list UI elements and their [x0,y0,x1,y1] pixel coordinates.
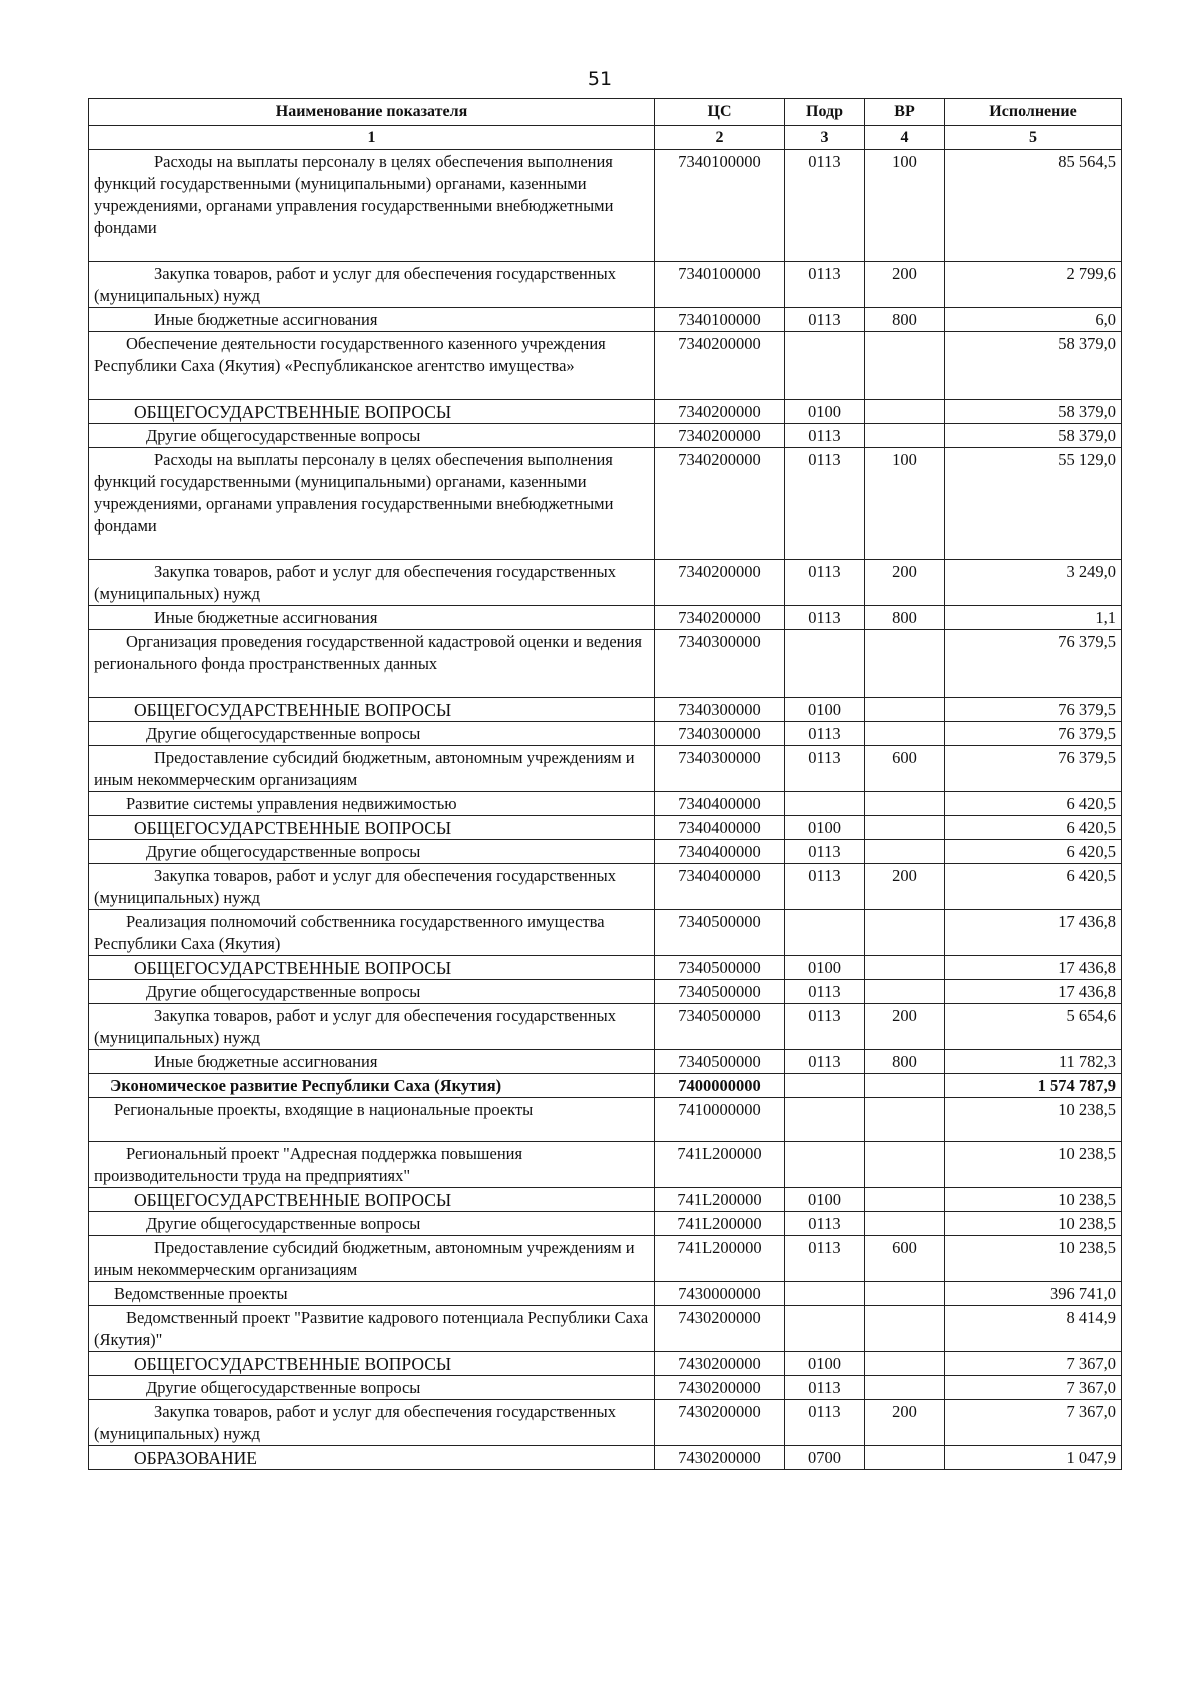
cell-cs: 7430200000 [655,1400,785,1446]
cell-cs: 741L200000 [655,1142,785,1188]
cell-name: Иные бюджетные ассигнования [89,606,655,630]
cell-vr [865,1306,945,1352]
cell-name: Экономическое развитие Республики Саха (Якутия) [89,1074,655,1098]
cell-isp: 55 129,0 [945,448,1122,560]
cell-cs: 7340400000 [655,792,785,816]
cell-vr [865,910,945,956]
column-number: 3 [785,126,865,150]
cell-vr: 200 [865,1004,945,1050]
cell-cs: 7340100000 [655,262,785,308]
cell-name: Региональный проект "Адресная поддержка повышения производительности труда на предприятиях" [89,1142,655,1188]
cell-vr: 100 [865,150,945,262]
cell-name: Закупка товаров, работ и услуг для обеспечения государственных (муниципальных) нужд [89,1004,655,1050]
cell-cs: 7340200000 [655,332,785,400]
cell-isp: 10 238,5 [945,1098,1122,1142]
cell-isp: 7 367,0 [945,1400,1122,1446]
cell-isp: 1,1 [945,606,1122,630]
page-number: 51 [587,68,613,90]
cell-cs: 7410000000 [655,1098,785,1142]
cell-name: ОБРАЗОВАНИЕ [89,1446,655,1470]
cell-vr: 800 [865,1050,945,1074]
cell-podr: 0100 [785,816,865,840]
cell-name: Региональные проекты, входящие в национальные проекты [89,1098,655,1142]
cell-vr: 100 [865,448,945,560]
cell-podr [785,332,865,400]
cell-name: Другие общегосударственные вопросы [89,424,655,448]
cell-isp: 7 367,0 [945,1376,1122,1400]
column-number-row [89,126,1122,150]
cell-name: Другие общегосударственные вопросы [89,722,655,746]
cell-isp: 10 238,5 [945,1212,1122,1236]
cell-vr [865,332,945,400]
header-vr: ВР [865,99,945,126]
cell-cs: 7340500000 [655,980,785,1004]
cell-isp: 58 379,0 [945,424,1122,448]
cell-cs: 7340400000 [655,864,785,910]
table-row [89,1074,1122,1098]
cell-cs: 7340500000 [655,910,785,956]
cell-isp: 76 379,5 [945,746,1122,792]
cell-vr [865,424,945,448]
cell-podr [785,1074,865,1098]
cell-name: Расходы на выплаты персоналу в целях обеспечения выполнения функций государственными (муниципальными) органами, казенными учреждениями, органами управления государственными внебюджетными фондами [89,150,655,262]
cell-cs: 7430200000 [655,1306,785,1352]
cell-cs: 7340200000 [655,424,785,448]
cell-name: Закупка товаров, работ и услуг для обеспечения государственных (муниципальных) нужд [89,864,655,910]
cell-podr: 0100 [785,1188,865,1212]
cell-isp: 7 367,0 [945,1352,1122,1376]
cell-podr: 0113 [785,308,865,332]
cell-isp: 6 420,5 [945,840,1122,864]
header-podr: Подр [785,99,865,126]
table-row [89,1400,1122,1446]
cell-name: ОБЩЕГОСУДАРСТВЕННЫЕ ВОПРОСЫ [89,816,655,840]
table-row [89,980,1122,1004]
cell-name: Развитие системы управления недвижимостью [89,792,655,816]
cell-isp: 10 238,5 [945,1188,1122,1212]
column-number: 4 [865,126,945,150]
table-row [89,1282,1122,1306]
cell-podr: 0100 [785,956,865,980]
table-row [89,910,1122,956]
cell-cs: 7340300000 [655,722,785,746]
cell-isp: 17 436,8 [945,980,1122,1004]
cell-isp: 1 574 787,9 [945,1074,1122,1098]
table-row [89,424,1122,448]
cell-name: Предоставление субсидий бюджетным, автономным учреждениям и иным некоммерческим организациям [89,1236,655,1282]
table-row [89,1142,1122,1188]
table-row [89,864,1122,910]
cell-vr [865,1352,945,1376]
cell-vr [865,840,945,864]
cell-vr [865,630,945,698]
cell-isp: 6,0 [945,308,1122,332]
cell-isp: 10 238,5 [945,1142,1122,1188]
table-row [89,400,1122,424]
cell-name: Обеспечение деятельности государственного казенного учреждения Республики Саха (Якутия) «Республиканское агентство имущества» [89,332,655,400]
cell-podr [785,1282,865,1306]
cell-vr [865,698,945,722]
cell-cs: 7340300000 [655,630,785,698]
cell-cs: 7340400000 [655,840,785,864]
cell-name: Ведомственный проект "Развитие кадрового потенциала Республики Саха (Якутия)" [89,1306,655,1352]
cell-podr [785,630,865,698]
cell-vr [865,1074,945,1098]
cell-name: Предоставление субсидий бюджетным, автономным учреждениям и иным некоммерческим организациям [89,746,655,792]
cell-name: Реализация полномочий собственника государственного имущества Республики Саха (Якутия) [89,910,655,956]
table-row [89,1050,1122,1074]
cell-isp: 85 564,5 [945,150,1122,262]
cell-isp: 8 414,9 [945,1306,1122,1352]
table-row [89,1212,1122,1236]
cell-vr: 800 [865,308,945,332]
table-row [89,308,1122,332]
cell-vr [865,1098,945,1142]
cell-podr: 0100 [785,1352,865,1376]
cell-isp: 2 799,6 [945,262,1122,308]
cell-vr [865,816,945,840]
cell-vr: 200 [865,1400,945,1446]
cell-vr: 800 [865,606,945,630]
cell-podr: 0113 [785,1376,865,1400]
table-row [89,816,1122,840]
table-row [89,792,1122,816]
cell-isp: 76 379,5 [945,630,1122,698]
cell-vr [865,1282,945,1306]
column-number: 2 [655,126,785,150]
table-row [89,1306,1122,1352]
cell-podr: 0113 [785,1004,865,1050]
table-row [89,560,1122,606]
cell-cs: 7340400000 [655,816,785,840]
cell-vr [865,1446,945,1470]
cell-vr: 200 [865,560,945,606]
table-row [89,1446,1122,1470]
cell-podr: 0113 [785,262,865,308]
table-row [89,840,1122,864]
cell-name: ОБЩЕГОСУДАРСТВЕННЫЕ ВОПРОСЫ [89,400,655,424]
cell-cs: 7340500000 [655,1004,785,1050]
cell-vr: 600 [865,1236,945,1282]
cell-podr [785,1142,865,1188]
cell-name: Иные бюджетные ассигнования [89,308,655,332]
cell-cs: 7400000000 [655,1074,785,1098]
cell-isp: 3 249,0 [945,560,1122,606]
cell-isp: 6 420,5 [945,816,1122,840]
table-row [89,1004,1122,1050]
cell-name: Ведомственные проекты [89,1282,655,1306]
cell-name: Организация проведения государственной кадастровой оценки и ведения регионального фонда пространственных данных [89,630,655,698]
cell-name: Закупка товаров, работ и услуг для обеспечения государственных (муниципальных) нужд [89,1400,655,1446]
cell-isp: 6 420,5 [945,864,1122,910]
cell-podr [785,1098,865,1142]
cell-vr: 200 [865,262,945,308]
cell-name: ОБЩЕГОСУДАРСТВЕННЫЕ ВОПРОСЫ [89,698,655,722]
cell-podr: 0113 [785,1236,865,1282]
cell-podr: 0113 [785,722,865,746]
cell-name: Расходы на выплаты персоналу в целях обеспечения выполнения функций государственными (муниципальными) органами, казенными учреждениями, органами управления государственными внебюджетными фондами [89,448,655,560]
cell-podr: 0113 [785,1212,865,1236]
cell-podr: 0113 [785,560,865,606]
table-row [89,606,1122,630]
cell-podr: 0113 [785,1400,865,1446]
table-row [89,630,1122,698]
table-row [89,1098,1122,1142]
cell-name: ОБЩЕГОСУДАРСТВЕННЫЕ ВОПРОСЫ [89,956,655,980]
table-row [89,956,1122,980]
cell-name: Другие общегосударственные вопросы [89,840,655,864]
cell-isp: 58 379,0 [945,332,1122,400]
cell-podr: 0700 [785,1446,865,1470]
cell-name: Другие общегосударственные вопросы [89,1376,655,1400]
header-name: Наименование показателя [89,99,655,126]
cell-cs: 7340500000 [655,956,785,980]
header-isp: Исполнение [945,99,1122,126]
cell-cs: 7340200000 [655,560,785,606]
cell-cs: 7430200000 [655,1446,785,1470]
cell-cs: 7340200000 [655,606,785,630]
cell-vr [865,1142,945,1188]
cell-name: Закупка товаров, работ и услуг для обеспечения государственных (муниципальных) нужд [89,560,655,606]
cell-podr: 0113 [785,448,865,560]
cell-isp: 76 379,5 [945,722,1122,746]
cell-podr: 0113 [785,864,865,910]
cell-cs: 7340300000 [655,746,785,792]
cell-isp: 58 379,0 [945,400,1122,424]
cell-podr: 0113 [785,1050,865,1074]
cell-podr [785,910,865,956]
cell-isp: 1 047,9 [945,1446,1122,1470]
cell-cs: 7340100000 [655,150,785,262]
cell-cs: 7340200000 [655,400,785,424]
header-cs: ЦС [655,99,785,126]
cell-podr: 0100 [785,400,865,424]
cell-vr [865,722,945,746]
table-row [89,1188,1122,1212]
cell-podr: 0113 [785,746,865,792]
cell-podr: 0100 [785,698,865,722]
table-row [89,1376,1122,1400]
column-number: 1 [89,126,655,150]
cell-cs: 741L200000 [655,1212,785,1236]
cell-isp: 5 654,6 [945,1004,1122,1050]
cell-isp: 76 379,5 [945,698,1122,722]
cell-name: Иные бюджетные ассигнования [89,1050,655,1074]
cell-name: Другие общегосударственные вопросы [89,980,655,1004]
table-row [89,332,1122,400]
table-row [89,746,1122,792]
cell-vr: 600 [865,746,945,792]
column-number: 5 [945,126,1122,150]
cell-vr [865,1188,945,1212]
cell-podr [785,1306,865,1352]
cell-isp: 17 436,8 [945,910,1122,956]
cell-cs: 7340300000 [655,698,785,722]
cell-isp: 11 782,3 [945,1050,1122,1074]
cell-vr [865,1212,945,1236]
cell-podr: 0113 [785,424,865,448]
cell-cs: 7430200000 [655,1376,785,1400]
cell-cs: 7340500000 [655,1050,785,1074]
cell-vr [865,956,945,980]
cell-name: ОБЩЕГОСУДАРСТВЕННЫЕ ВОПРОСЫ [89,1188,655,1212]
table-row [89,262,1122,308]
cell-vr [865,792,945,816]
header-row [89,99,1122,126]
cell-podr: 0113 [785,980,865,1004]
cell-cs: 7340200000 [655,448,785,560]
cell-cs: 741L200000 [655,1188,785,1212]
cell-podr: 0113 [785,150,865,262]
cell-cs: 741L200000 [655,1236,785,1282]
cell-podr: 0113 [785,606,865,630]
table-row [89,698,1122,722]
cell-vr: 200 [865,864,945,910]
cell-vr [865,400,945,424]
table-row [89,448,1122,560]
cell-name: Другие общегосударственные вопросы [89,1212,655,1236]
cell-isp: 17 436,8 [945,956,1122,980]
cell-cs: 7430200000 [655,1352,785,1376]
table-row [89,722,1122,746]
cell-name: Закупка товаров, работ и услуг для обеспечения государственных (муниципальных) нужд [89,262,655,308]
cell-vr [865,980,945,1004]
cell-podr: 0113 [785,840,865,864]
budget-execution-table [88,98,1122,1470]
cell-isp: 10 238,5 [945,1236,1122,1282]
cell-cs: 7340100000 [655,308,785,332]
table-row [89,1352,1122,1376]
table-body [89,150,1122,1470]
cell-isp: 6 420,5 [945,792,1122,816]
cell-name: ОБЩЕГОСУДАРСТВЕННЫЕ ВОПРОСЫ [89,1352,655,1376]
table-row [89,150,1122,262]
cell-podr [785,792,865,816]
cell-vr [865,1376,945,1400]
cell-cs: 7430000000 [655,1282,785,1306]
table-row [89,1236,1122,1282]
cell-isp: 396 741,0 [945,1282,1122,1306]
